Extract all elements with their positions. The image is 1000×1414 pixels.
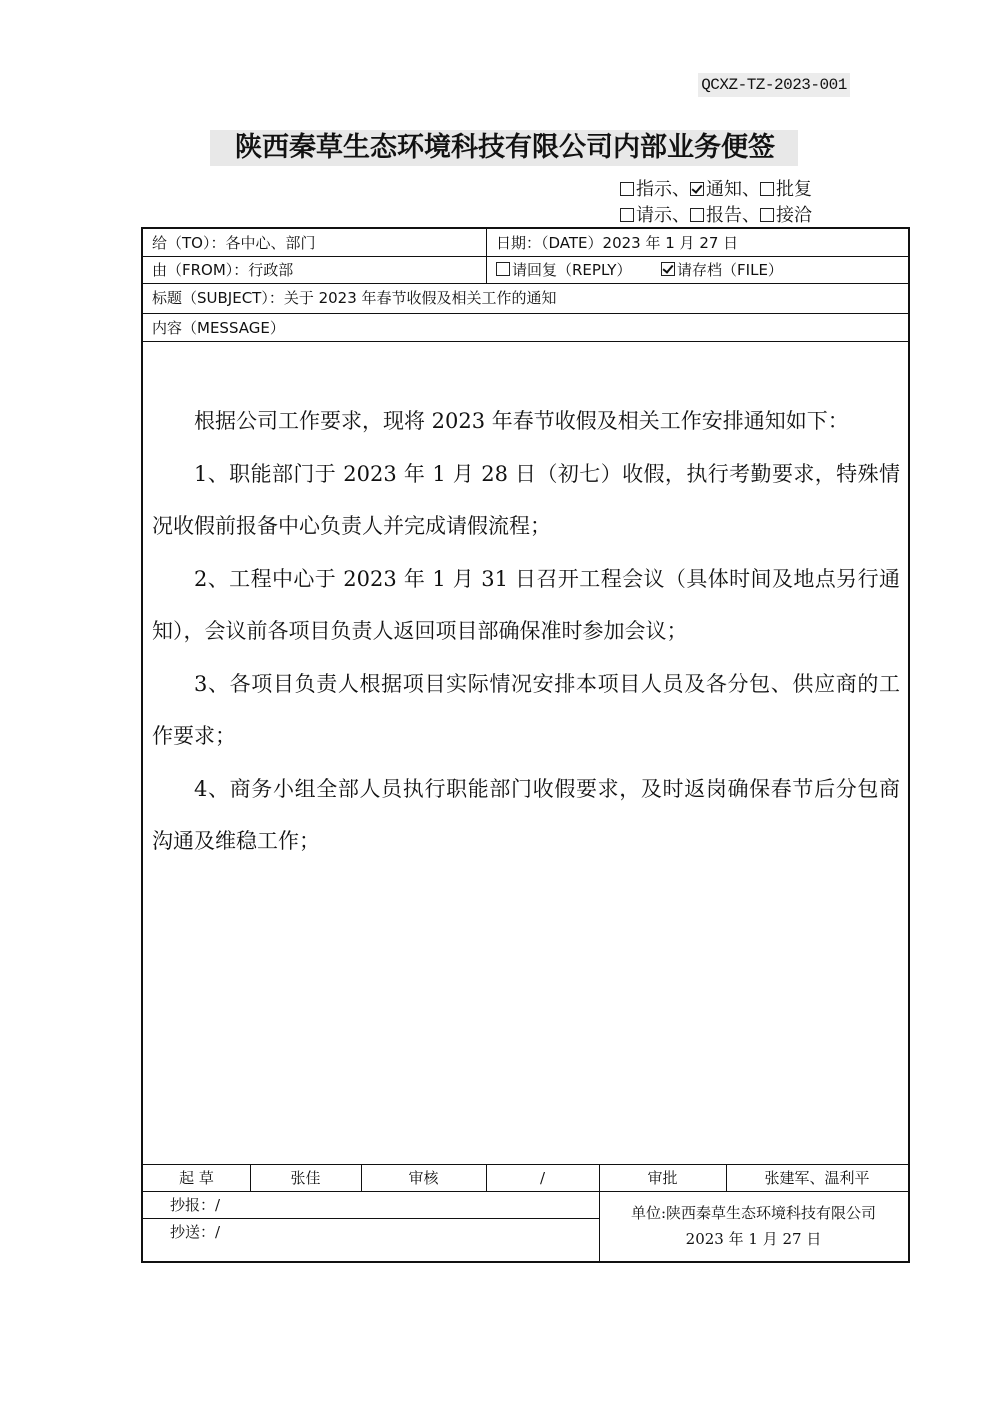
checkbox-checked-icon [690,182,704,196]
checkbox-checked-icon [661,262,675,276]
drafter-name: 张佳 [290,1169,321,1187]
divider [143,283,908,284]
from-field: 由（FROM）：行政部 [152,261,294,279]
doc-type-request[interactable]: 请示、 [620,205,690,226]
document-code: QCXZ-TZ-2023-001 [698,73,850,97]
divider [143,1218,599,1219]
body-paragraph: 根据公司工作要求，现将 2023 年春节收假及相关工作安排通知如下： [194,409,849,433]
divider [143,256,908,257]
message-body [152,395,900,868]
issue-date: 2023 年 1 月 27 日 [685,1230,822,1248]
doc-type-notice[interactable]: 通知、 [690,179,760,200]
reply-file-options [496,260,783,280]
checkbox-icon [690,208,704,222]
date-field: 日期：（DATE）2023 年 1 月 27 日 [496,234,739,252]
approve-label: 审批 [647,1169,678,1187]
doc-type-report[interactable]: 报告、 [690,205,760,226]
page-title: 陕西秦草生态环境科技有限公司内部业务便签 [235,132,775,163]
issuing-unit: 单位:陕西秦草生态环境科技有限公司 [630,1204,877,1222]
approver-names: 张建军、温利平 [764,1169,870,1187]
copy-to: 抄送：/ [170,1223,221,1241]
message-label: 内容（MESSAGE） [152,319,285,337]
checkbox-icon [760,208,774,222]
body-paragraph: 2、工程中心于 2023 年 1 月 31 日召开工程会议（具体时间及地点另行通知），会议前各项目负责人返回项目部确保准时参加会议； [152,566,900,643]
doc-type-instruct[interactable]: 指示、 [620,179,690,200]
divider [143,1191,908,1192]
doc-type-row-2 [620,201,812,227]
doc-type-approval[interactable]: 批复 [760,179,812,200]
reviewer-name: / [539,1169,546,1187]
draft-label: 起 草 [179,1169,214,1187]
file-option[interactable]: 请存档（FILE） [661,261,783,279]
divider [143,1164,908,1165]
to-field: 给（TO）：各中心、部门 [152,234,316,252]
body-paragraph: 4、商务小组全部人员执行职能部门收假要求，及时返岗确保春节后分包商沟通及维稳工作； [152,776,900,853]
doc-type-row-1 [620,175,812,201]
divider [143,341,908,342]
divider [486,229,487,283]
body-paragraph: 3、各项目负责人根据项目实际情况安排本项目人员及各分包、供应商的工作要求； [152,671,900,748]
review-label: 审核 [408,1169,439,1187]
subject-field: 标题（SUBJECT）：关于 2023 年春节收假及相关工作的通知 [152,289,557,307]
reply-option[interactable]: 请回复（REPLY） [496,261,631,279]
doc-type-contact[interactable]: 接洽 [760,205,812,226]
report-to: 抄报：/ [170,1196,221,1214]
checkbox-icon [760,182,774,196]
checkbox-icon [620,182,634,196]
body-paragraph: 1、职能部门于 2023 年 1 月 28 日（初七）收假，执行考勤要求，特殊情况收假前报备中心负责人并完成请假流程； [152,461,900,538]
checkbox-icon [496,262,510,276]
divider [143,313,908,314]
checkbox-icon [620,208,634,222]
